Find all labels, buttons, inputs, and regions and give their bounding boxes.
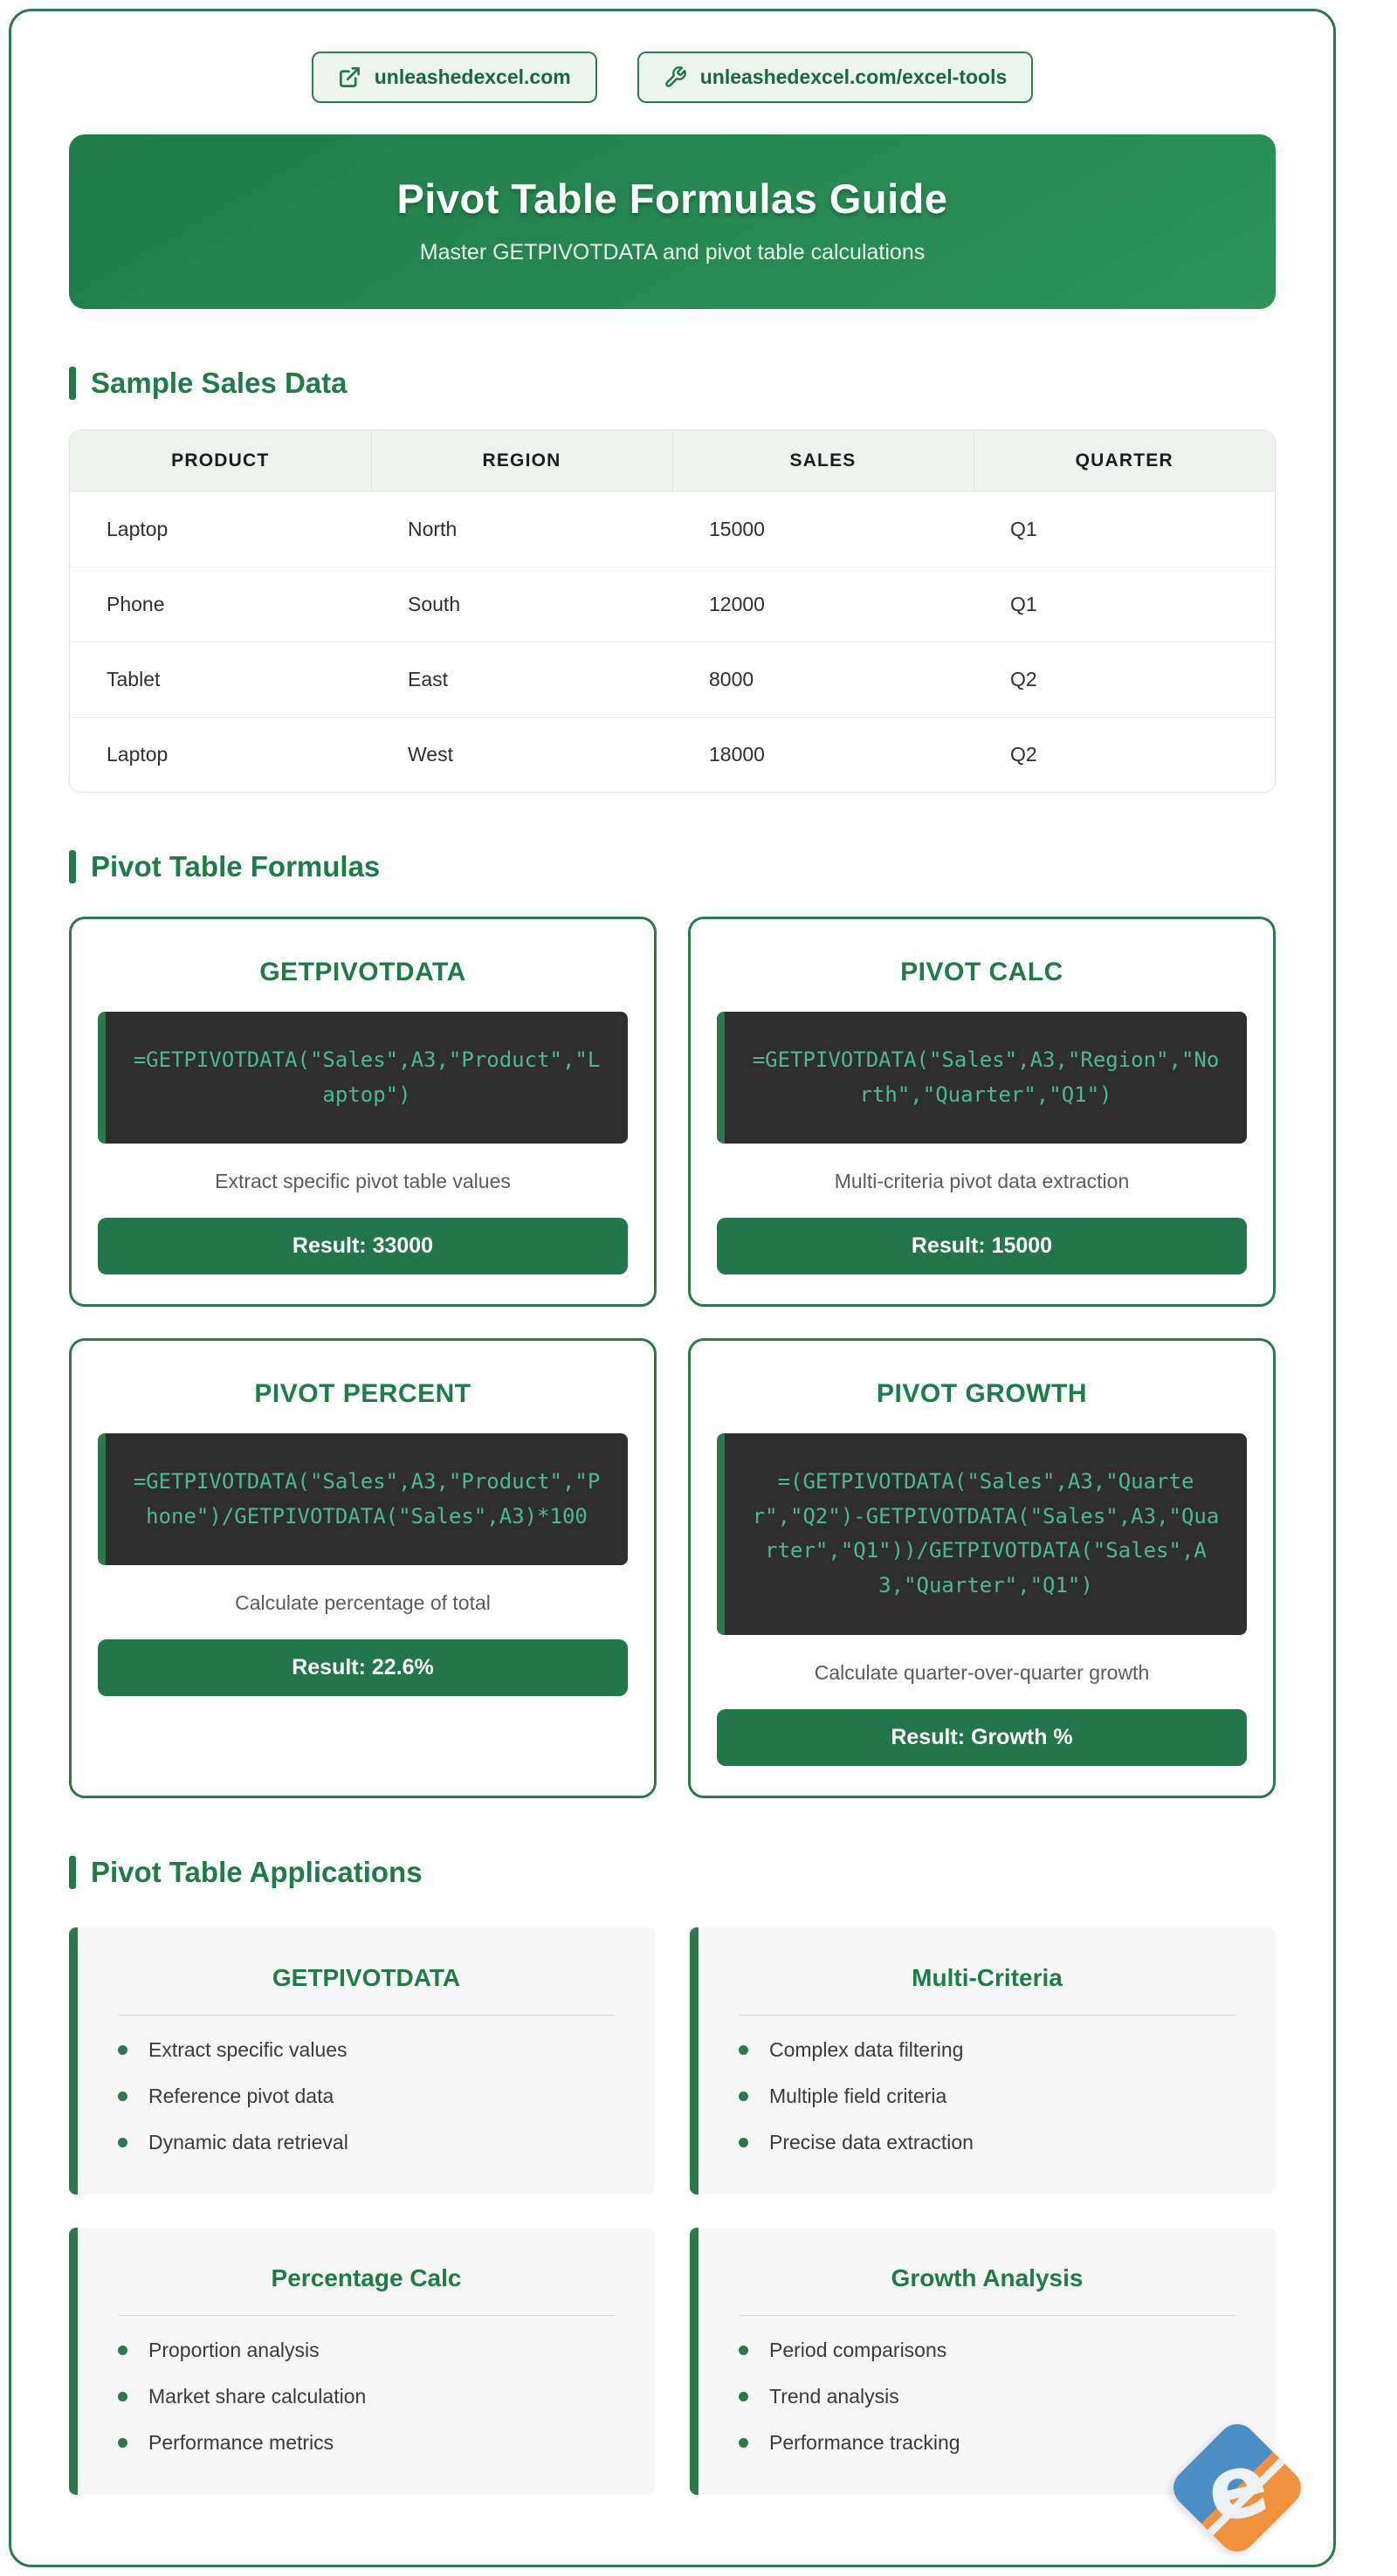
column-header-quarter: QUARTER [974,430,1275,492]
top-badges [69,52,1276,103]
page-frame [9,9,1336,2567]
external-link-icon [338,65,361,89]
wrench-icon [664,65,687,89]
list-item: Reference pivot data [118,2085,615,2108]
table-row: Laptop West 18000 Q2 [70,718,1275,793]
logo-diamond [1166,2416,1309,2559]
formula-card-pivot-percent [69,1338,657,1797]
tools-badge-label: unleashedexcel.com/excel-tools [699,65,1008,88]
heading-accent-bar [69,367,76,400]
sales-data-table [69,429,1276,793]
list-item: Performance metrics [118,2431,615,2455]
list-item: Dynamic data retrieval [118,2131,615,2154]
formula-card-title: PIVOT CALC [900,958,1063,986]
list-item: Period comparisons [739,2339,1235,2362]
list-item: Market share calculation [118,2385,615,2408]
formula-card-title: PIVOT PERCENT [254,1379,471,1409]
table-row: Tablet East 8000 Q2 [70,642,1275,718]
bullet-dot-icon [118,2438,127,2448]
list-item: Precise data extraction [739,2131,1235,2154]
page-title: Pivot Table Formulas Guide [396,175,948,222]
table-header-row [70,430,1275,492]
divider [118,2015,615,2016]
list-item: Extract specific values [118,2038,615,2062]
formula-result-badge: Result: Growth % [717,1709,1247,1766]
page-subtitle: Master GETPIVOTDATA and pivot table calculations [419,240,926,264]
header-banner [69,134,1276,309]
formula-card-title: PIVOT GROWTH [877,1379,1087,1409]
list-item: Proportion analysis [118,2339,615,2362]
heading-accent-bar [69,1856,76,1889]
list-item: Performance tracking [739,2431,1235,2455]
bullet-dot-icon [739,2092,748,2101]
formula-result-badge: Result: 15000 [717,1218,1247,1274]
application-card-percentage-calc [69,2228,655,2495]
application-card-getpivotdata [69,1927,655,2195]
brand-logo-icon [1167,2413,1307,2563]
bullet-dot-icon [118,2138,127,2147]
divider [118,2315,615,2316]
divider [739,2315,1235,2316]
formula-card-pivot-growth [688,1338,1276,1797]
formula-card-pivot-calc [688,917,1276,1307]
formula-description: Calculate quarter-over-quarter growth [814,1660,1150,1684]
application-card-title: Multi-Criteria [912,1963,1063,1991]
bullet-dot-icon [118,2346,127,2355]
bullet-dot-icon [739,2392,748,2401]
formula-description: Calculate percentage of total [235,1591,491,1615]
section-heading-applications: Pivot Table Applications [69,1856,1276,1889]
column-header-product: PRODUCT [70,430,371,492]
bullet-dot-icon [739,2346,748,2355]
formula-code-block: =GETPIVOTDATA("Sales",A3,"Product","Phone")/GETPIVOTDATA("Sales",A3)*100 [98,1433,628,1565]
application-card-multi-criteria [690,1927,1276,2195]
list-item: Multiple field criteria [739,2085,1235,2108]
website-badge[interactable] [312,52,597,103]
list-item: Trend analysis [739,2385,1235,2408]
formula-card-title: GETPIVOTDATA [259,958,466,986]
heading-accent-bar [69,850,76,883]
logo-letter: e [1196,2430,1278,2544]
formula-result-badge: Result: 22.6% [98,1639,628,1696]
application-card-title: GETPIVOTDATA [272,1963,461,1991]
bullet-dot-icon [739,2045,748,2055]
application-card-title: Percentage Calc [271,2263,462,2291]
application-cards-grid [69,1927,1276,2495]
formula-description: Multi-criteria pivot data extraction [834,1170,1130,1193]
formula-code-block: =(GETPIVOTDATA("Sales",A3,"Quarter","Q2")-GETPIVOTDATA("Sales",A3,"Quarter","Q1"))/GETPIVOTDATA("Sales",A3,"Quarter","Q1") [717,1433,1247,1634]
section-heading-sample-data: Sample Sales Data [69,367,1276,400]
formula-code-block: =GETPIVOTDATA("Sales",A3,"Product","Laptop") [98,1012,628,1144]
website-badge-label: unleashedexcel.com [374,65,571,88]
tools-badge[interactable] [637,52,1034,103]
bullet-dot-icon [739,2438,748,2448]
divider [739,2015,1235,2016]
table-row: Phone South 12000 Q1 [70,567,1275,642]
bullet-dot-icon [118,2092,127,2101]
formula-code-block: =GETPIVOTDATA("Sales",A3,"Region","North","Quarter","Q1") [717,1012,1247,1144]
column-header-sales: SALES [672,430,974,492]
formula-card-getpivotdata [69,917,657,1307]
column-header-region: REGION [371,430,672,492]
formula-description: Extract specific pivot table values [215,1170,511,1193]
section-heading-formulas: Pivot Table Formulas [69,850,1276,883]
formula-result-badge: Result: 33000 [98,1218,628,1274]
application-card-title: Growth Analysis [891,2263,1084,2291]
bullet-dot-icon [118,2392,127,2401]
formula-cards-grid [69,917,1276,1798]
list-item: Complex data filtering [739,2038,1235,2062]
table-row: Laptop North 15000 Q1 [70,492,1275,567]
bullet-dot-icon [739,2138,748,2147]
bullet-dot-icon [118,2045,127,2055]
